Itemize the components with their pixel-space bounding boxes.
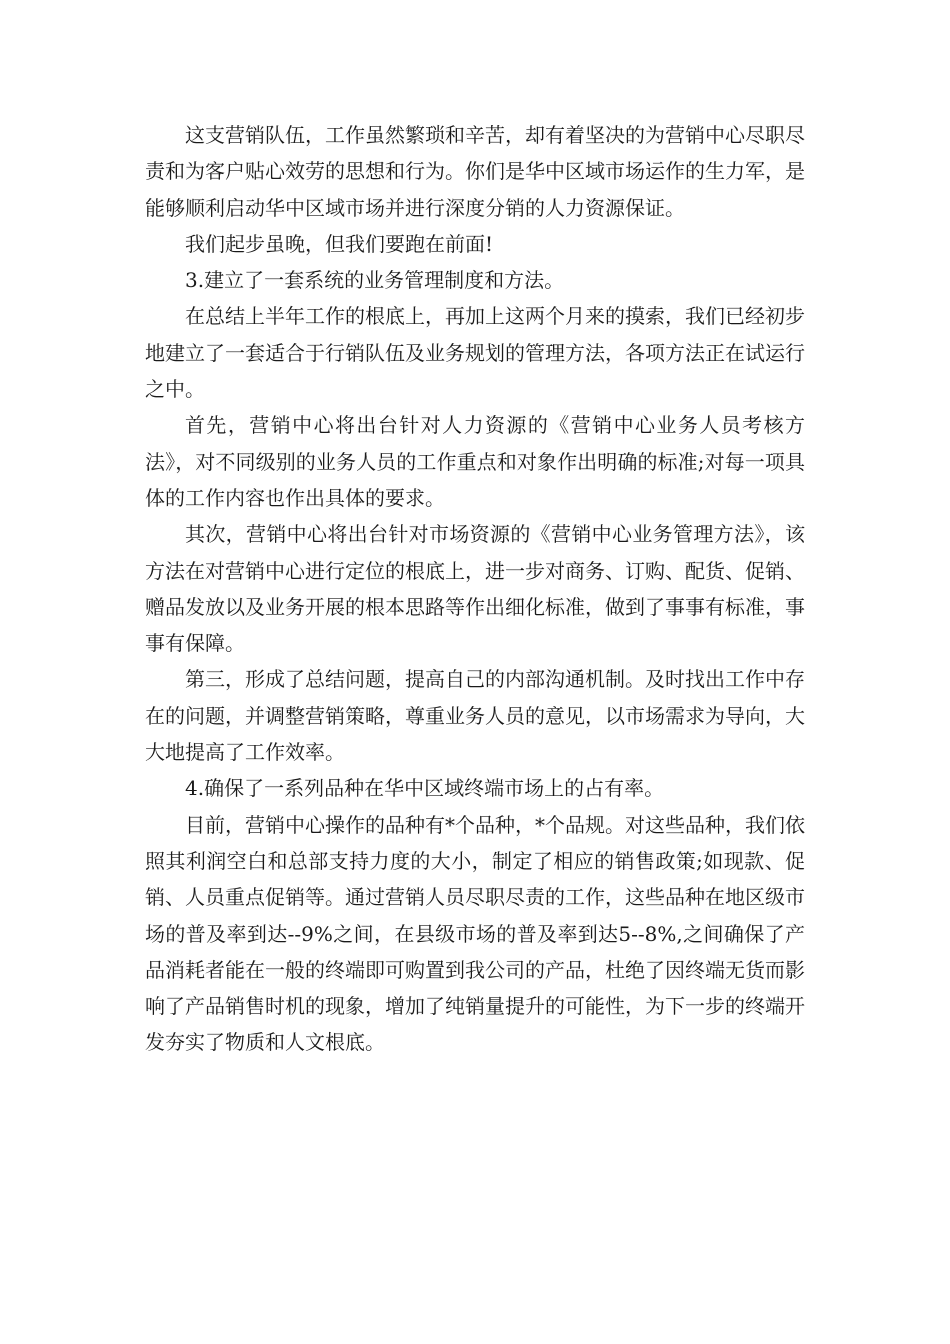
paragraph-management-methods: 在总结上半年工作的根底上，再加上这两个月来的摸索，我们已经初步地建立了一套适合于行销队伍及业务规划的管理方法，各项方法正在试运行之中。 <box>145 304 805 402</box>
heading-section-3: 3.建立了一套系统的业务管理制度和方法。 <box>185 268 565 293</box>
paragraph-first-point: 首先，营销中心将出台针对人力资源的《营销中心业务人员考核方法》，对不同级别的业务人员的工作重点和对象作出明确的标准;对每一项具体的工作内容也作出具体的要求。 <box>145 413 805 510</box>
heading-section-4: 4.确保了一系列品种在华中区域终端市场上的占有率。 <box>185 776 665 801</box>
document-body <box>145 117 805 1061</box>
paragraph-third-point: 第三，形成了总结问题，提高自己的内部沟通机制。及时找出工作中存在的问题，并调整营销策略，尊重业务人员的意见，以市场需求为导向，大大地提高了工作效率。 <box>145 667 805 765</box>
paragraph-market-share: 目前，营销中心操作的品种有*个品种，*个品规。对这些品种，我们依照其利润空白和总部支持力度的大小，制定了相应的销售政策;如现款、促销、人员重点促销等。通过营销人员尽职尽责的工作，这些品种在地区级市场的普及率到达--9%之间，在县级市场的普及率到达5--8%,之间确保了产品消耗者能在一般的终端即可购置到我公司的产品，杜绝了因终端无货而影响了产品销售时机的现象，增加了纯销量提升的可能性，为下一步的终端开发夯实了物质和人文根底。 <box>145 812 805 1055</box>
paragraph-slogan: 我们起步虽晚，但我们要跑在前面! <box>185 231 494 256</box>
paragraph-team-spirit: 这支营销队伍，工作虽然繁琐和辛苦，却有着坚决的为营销中心尽职尽责和为客户贴心效劳的思想和行为。你们是华中区域市场运作的生力军，是能够顺利启动华中区域市场并进行深度分销的人力资源保证。 <box>145 123 805 220</box>
paragraph-second-point: 其次，营销中心将出台针对市场资源的《营销中心业务管理方法》，该方法在对营销中心进行定位的根底上，进一步对商务、订购、配货、促销、赠品发放以及业务开展的根本思路等作出细化标准，做到了事事有标准，事事有保障。 <box>145 522 805 656</box>
